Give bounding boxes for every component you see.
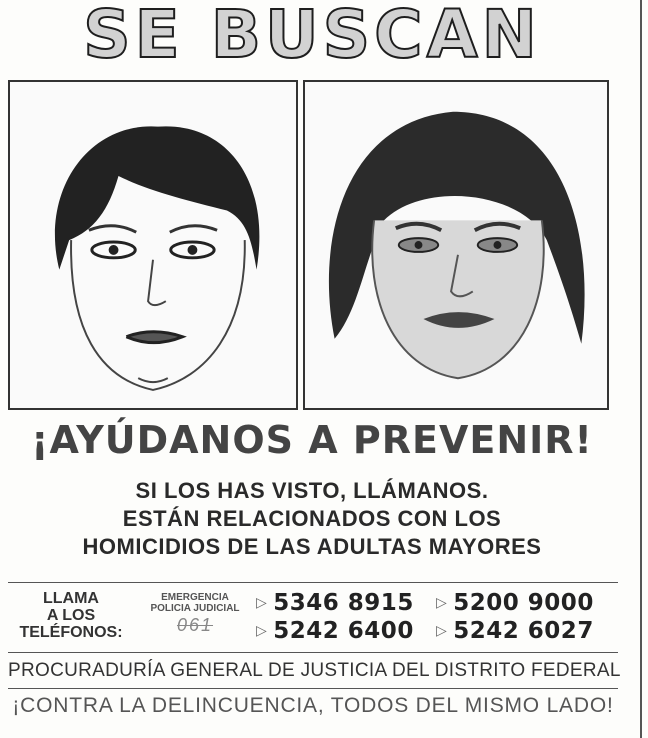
call-label-line-1: LLAMA (43, 590, 99, 607)
headline: SE BUSCAN (83, 0, 541, 73)
suspect-1-face-drawing (10, 82, 296, 408)
arrow-right-icon: ▷ (256, 595, 268, 611)
arrow-right-icon: ▷ (436, 595, 448, 611)
phone-3-text: 5242 6400 (273, 618, 414, 644)
call-label-line-2: A LOS (46, 607, 96, 624)
message-line-2: ESTÁN RELACIONADOS CON LOS (122, 506, 502, 531)
subheadline: ¡AYÚDANOS A PREVENIR! (31, 418, 593, 462)
call-label (6, 590, 136, 641)
phone-1-text: 5346 8915 (273, 590, 414, 616)
emergency-number: 061 (176, 615, 214, 635)
scan-edge (640, 0, 642, 738)
divider-top (8, 582, 618, 583)
message-line-1: SI LOS HAS VISTO, LLÁMANOS. (135, 478, 489, 503)
suspect-1-sketch (8, 80, 298, 410)
emergency-label-1: EMERGENCIA (161, 592, 229, 603)
emergency-block (145, 592, 245, 635)
phone-number-3 (256, 618, 414, 644)
divider-middle (8, 652, 618, 653)
divider-bottom (8, 688, 618, 689)
phone-number-4 (436, 618, 594, 644)
agency-name: PROCURADURÍA GENERAL DE JUSTICIA DEL DISTRITO FEDERAL (8, 660, 621, 681)
slogan: ¡CONTRA LA DELINCUENCIA, TODOS DEL MISMO LADO! (12, 694, 614, 717)
phone-number-1 (256, 590, 414, 616)
phone-number-2 (436, 590, 594, 616)
call-label-line-3: TELÉFONOS: (19, 624, 123, 641)
phone-4-text: 5242 6027 (453, 618, 594, 644)
suspect-2-face-drawing (305, 82, 607, 408)
message-line-3: HOMICIDIOS DE LAS ADULTAS MAYORES (82, 534, 542, 559)
arrow-right-icon: ▷ (256, 623, 268, 639)
suspect-2-sketch (303, 80, 609, 410)
emergency-label-2: POLICIA JUDICIAL (150, 603, 240, 614)
phone-2-text: 5200 9000 (453, 590, 594, 616)
arrow-right-icon: ▷ (436, 623, 448, 639)
